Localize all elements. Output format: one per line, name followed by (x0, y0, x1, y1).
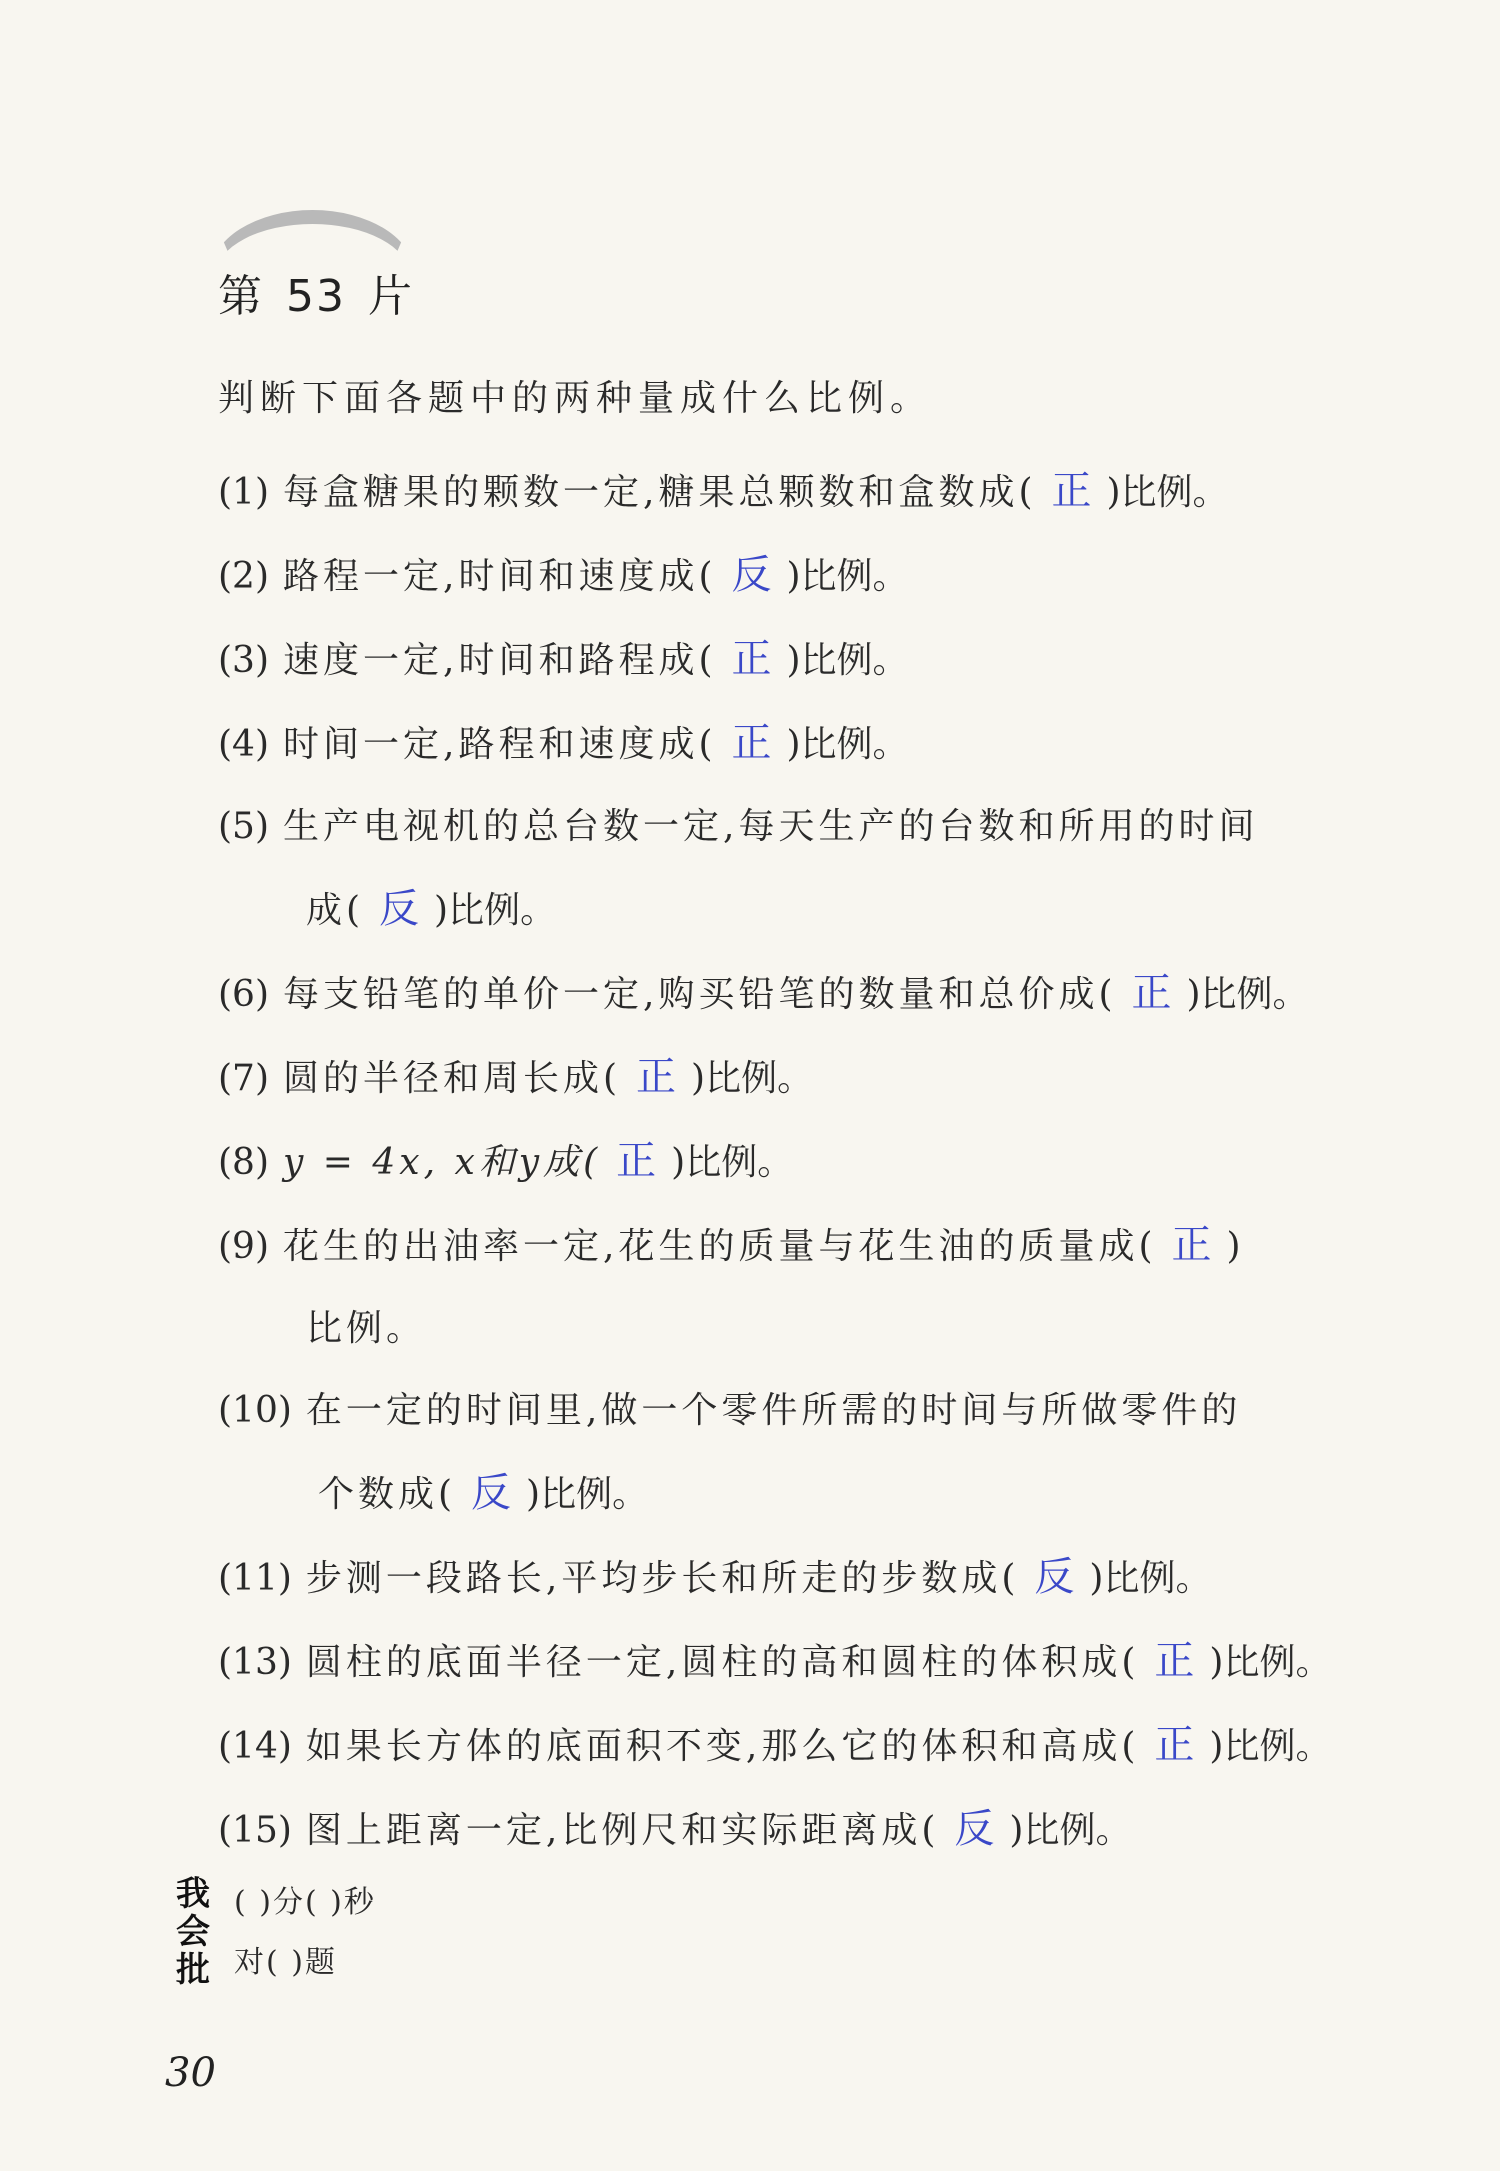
answer-text: 反 (954, 1806, 995, 1852)
question-item (218, 1704, 1398, 1788)
question-text: 如果长方体的底面积不变,那么它的体积和高成( (305, 1726, 1140, 1767)
question-text-after: ) (1226, 1226, 1241, 1267)
question-text-after: )比例。 (1209, 1642, 1332, 1683)
page-number: 30 (165, 2050, 216, 2096)
question-item (218, 1788, 1398, 1872)
question-text: 时间一定,路程和速度成( (283, 724, 717, 765)
question-text: 圆柱的底面半径一定,圆柱的高和圆柱的体积成( (305, 1642, 1140, 1683)
question-number: (1) (218, 472, 269, 513)
question-text-cont: 比例。 (306, 1308, 427, 1349)
title-number: 53 (286, 271, 346, 322)
question-item (218, 1620, 1398, 1704)
section-header (210, 200, 420, 320)
question-continuation (218, 1452, 1398, 1536)
question-text: 步测一段路长,平均步长和所走的步数成( (305, 1558, 1020, 1599)
question-text: 图上距离一定,比例尺和实际距离成( (305, 1810, 940, 1851)
question-list (218, 450, 1398, 1872)
question-text: 路程一定,时间和速度成( (283, 556, 717, 597)
grading-label-char: 批 (176, 1950, 210, 1990)
question-number: (13) (218, 1642, 292, 1683)
question-number: (7) (218, 1058, 269, 1099)
title-prefix: 第 (218, 271, 264, 322)
grading-label (176, 1875, 220, 1989)
question-text: 生产电视机的总台数一定,每天生产的台数和所用的时间 (283, 806, 1259, 847)
question-text: y = 4x, x和y成( (283, 1142, 602, 1183)
question-text: 圆的半径和周长成( (283, 1058, 622, 1099)
answer-text: 正 (1051, 468, 1092, 514)
answer-text: 正 (731, 720, 772, 766)
question-text-cont: 个数成( (318, 1474, 457, 1515)
question-number: (10) (218, 1390, 292, 1431)
question-item (218, 1036, 1398, 1120)
question-text-after: )比例。 (786, 640, 909, 681)
question-number: (2) (218, 556, 269, 597)
question-text-after: )比例。 (671, 1142, 794, 1183)
answer-text: 正 (1154, 1638, 1195, 1684)
answer-text: 反 (731, 552, 772, 598)
title-suffix: 片 (368, 271, 414, 322)
question-text-after: )比例。 (1089, 1558, 1212, 1599)
question-item (218, 1536, 1398, 1620)
question-text-after: )比例。 (1186, 974, 1309, 1015)
question-text: 花生的出油率一定,花生的质量与花生油的质量成( (283, 1226, 1157, 1267)
question-continuation (218, 1288, 1398, 1370)
question-text-after: )比例。 (1106, 472, 1229, 513)
question-item (218, 702, 1398, 786)
question-text: 每支铅笔的单价一定,购买铅笔的数量和总价成( (283, 974, 1117, 1015)
question-item (218, 1204, 1398, 1370)
answer-text: 反 (471, 1470, 512, 1516)
answer-text: 正 (1171, 1222, 1212, 1268)
answer-text: 反 (1034, 1554, 1075, 1600)
question-number: (3) (218, 640, 269, 681)
question-item (218, 952, 1398, 1036)
question-number: (15) (218, 1810, 292, 1851)
question-text-after: )比例。 (786, 556, 909, 597)
question-item (218, 534, 1398, 618)
question-text-after: )比例。 (434, 890, 557, 931)
question-text: 在一定的时间里,做一个零件所需的时间与所做零件的 (305, 1390, 1242, 1431)
grading-label-char: 会 (176, 1912, 210, 1952)
answer-text: 反 (379, 886, 420, 932)
question-number: (9) (218, 1226, 269, 1267)
section-title (218, 260, 414, 324)
instruction-text: 判断下面各题中的两种量成什么比例。 (218, 378, 933, 419)
question-text-after: )比例。 (691, 1058, 814, 1099)
question-number: (14) (218, 1726, 292, 1767)
question-text-after: )比例。 (1209, 1726, 1332, 1767)
question-continuation (218, 868, 1398, 952)
answer-text: 正 (1154, 1722, 1195, 1768)
question-number: (4) (218, 724, 269, 765)
answer-text: 正 (636, 1054, 677, 1100)
grading-correct-line: 对( )题 (234, 1945, 337, 1980)
grading-label-char: 我 (176, 1874, 210, 1914)
grading-time-line: ( )分( )秒 (234, 1885, 376, 1920)
question-text-after: )比例。 (526, 1474, 649, 1515)
answer-text: 正 (731, 636, 772, 682)
question-text-after: )比例。 (1009, 1810, 1132, 1851)
question-text: 每盒糖果的颗数一定,糖果总颗数和盒数成( (283, 472, 1037, 513)
question-item (218, 450, 1398, 534)
question-number: (5) (218, 806, 269, 847)
question-text: 速度一定,时间和路程成( (283, 640, 717, 681)
question-number: (11) (218, 1558, 292, 1599)
question-text-after: )比例。 (786, 724, 909, 765)
question-text-cont: 成( (306, 890, 365, 931)
question-item (218, 786, 1398, 952)
question-item (218, 618, 1398, 702)
question-number: (6) (218, 974, 269, 1015)
question-item (218, 1370, 1398, 1536)
question-number: (8) (218, 1142, 269, 1183)
question-item (218, 1120, 1398, 1204)
answer-text: 正 (1131, 970, 1172, 1016)
answer-text: 正 (616, 1138, 657, 1184)
